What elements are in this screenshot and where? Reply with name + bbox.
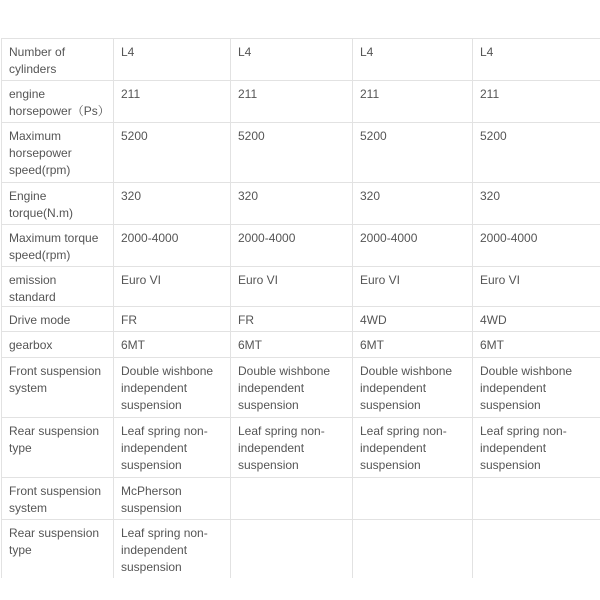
table-cell: 6MT [353, 332, 473, 358]
table-cell [473, 478, 600, 520]
table-row [2, 267, 600, 307]
table-cell: L4 [114, 39, 231, 81]
table-cell [231, 520, 353, 578]
table-cell: Double wishbone independent suspension [114, 358, 231, 418]
table-row [2, 520, 600, 578]
table-cell: FR [114, 307, 231, 332]
table-cell: L4 [353, 39, 473, 81]
table-cell [231, 478, 353, 520]
table-cell: McPherson suspension [114, 478, 231, 520]
table-row [2, 81, 600, 123]
row-label: Drive mode [2, 307, 114, 332]
table-cell: 6MT [231, 332, 353, 358]
table-cell: 5200 [473, 123, 600, 183]
table-cell: 211 [473, 81, 600, 123]
table-row [2, 39, 600, 81]
row-label: emission standard [2, 267, 114, 307]
table-cell [473, 520, 600, 578]
row-label: Maximum torque speed(rpm) [2, 225, 114, 267]
table-cell: Euro VI [353, 267, 473, 307]
table-cell [353, 520, 473, 578]
table-row [2, 183, 600, 225]
row-label: Front suspension system [2, 478, 114, 520]
row-label: Number of cylinders [2, 39, 114, 81]
table-cell: 2000-4000 [231, 225, 353, 267]
row-label: engine horsepower（Ps） [2, 81, 114, 123]
table-row [2, 358, 600, 418]
table-cell: Leaf spring non-independent suspension [353, 418, 473, 478]
row-label: Rear suspension type [2, 418, 114, 478]
table-cell: Euro VI [231, 267, 353, 307]
table-cell: 320 [353, 183, 473, 225]
spec-table [1, 38, 600, 578]
table-cell: 320 [231, 183, 353, 225]
table-cell: 5200 [231, 123, 353, 183]
table-cell: Leaf spring non-independent suspension [114, 418, 231, 478]
table-cell [353, 478, 473, 520]
table-cell: FR [231, 307, 353, 332]
table-cell: L4 [473, 39, 600, 81]
table-cell: 2000-4000 [353, 225, 473, 267]
table-row [2, 478, 600, 520]
table-cell: 5200 [114, 123, 231, 183]
table-cell: 211 [114, 81, 231, 123]
table-cell: 320 [473, 183, 600, 225]
row-label: Rear suspension type [2, 520, 114, 578]
table-row [2, 123, 600, 183]
row-label: Engine torque(N.m) [2, 183, 114, 225]
table-cell: 6MT [114, 332, 231, 358]
table-row [2, 332, 600, 358]
row-label: gearbox [2, 332, 114, 358]
table-cell: 5200 [353, 123, 473, 183]
table-cell: 211 [353, 81, 473, 123]
table-cell: Double wishbone independent suspension [353, 358, 473, 418]
table-cell: Double wishbone independent suspension [231, 358, 353, 418]
table-cell: Euro VI [473, 267, 600, 307]
row-label: Front suspension system [2, 358, 114, 418]
table-cell: Leaf spring non-independent suspension [473, 418, 600, 478]
table-row [2, 418, 600, 478]
table-cell: Euro VI [114, 267, 231, 307]
table-cell: 320 [114, 183, 231, 225]
table-cell: Leaf spring non-independent suspension [231, 418, 353, 478]
table-cell: 211 [231, 81, 353, 123]
table-cell: 4WD [353, 307, 473, 332]
table-row [2, 225, 600, 267]
table-row [2, 307, 600, 332]
table-cell: L4 [231, 39, 353, 81]
table-cell: 2000-4000 [473, 225, 600, 267]
table-cell: 6MT [473, 332, 600, 358]
table-cell: 2000-4000 [114, 225, 231, 267]
table-cell: Double wishbone independent suspension [473, 358, 600, 418]
table-cell: Leaf spring non-independent suspension [114, 520, 231, 578]
table-cell: 4WD [473, 307, 600, 332]
row-label: Maximum horsepower speed(rpm) [2, 123, 114, 183]
